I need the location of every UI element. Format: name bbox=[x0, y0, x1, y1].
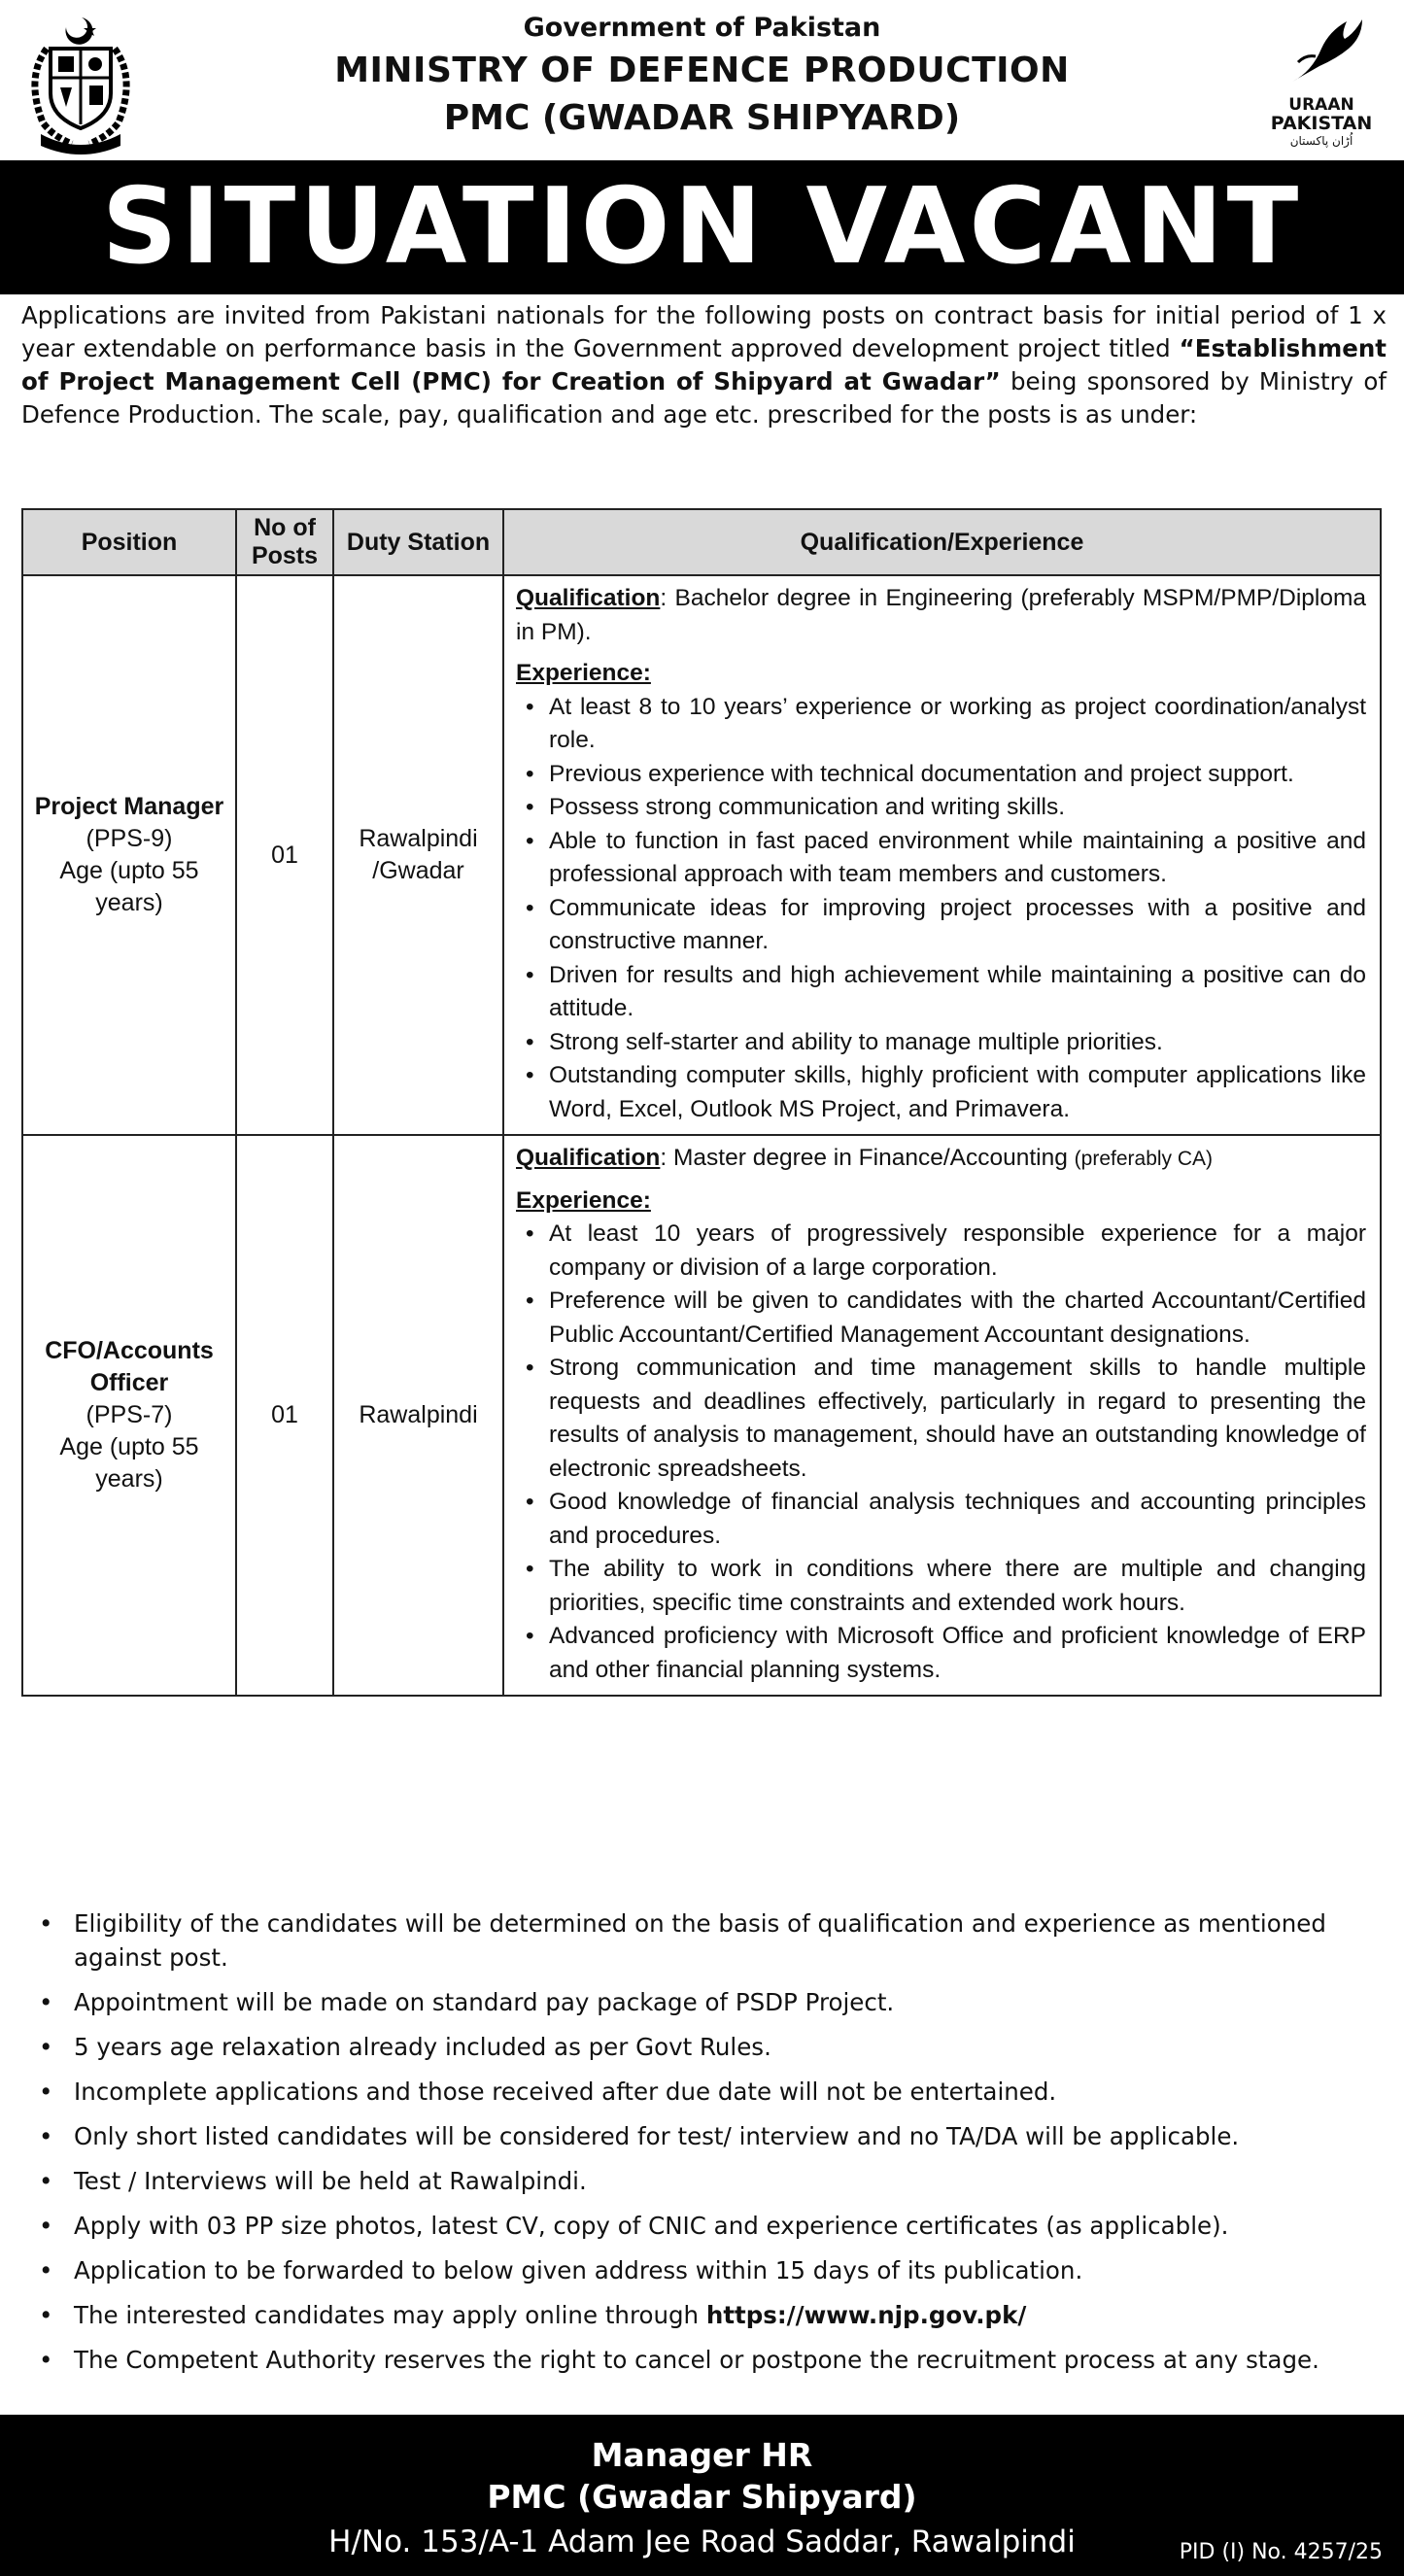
list-item: • Previous experience with technical documentation and project support. bbox=[516, 758, 1366, 792]
list-item: • Strong self-starter and ability to manage multiple priorities. bbox=[516, 1026, 1366, 1060]
uraan-urdu-text: اُڑان پاکستان bbox=[1289, 134, 1353, 148]
position-scale: (PPS-7) bbox=[86, 1401, 173, 1428]
posts-cell: 01 bbox=[237, 1136, 334, 1695]
header bbox=[0, 0, 1404, 160]
list-item: • Test / Interviews will be held at Rawalpindi. bbox=[39, 2164, 1365, 2198]
position-age: Age (upto 55 years) bbox=[59, 857, 199, 916]
position-cell bbox=[23, 1136, 237, 1695]
header-posts: No of Posts bbox=[237, 510, 334, 574]
table-row bbox=[23, 576, 1380, 1136]
header-qualification: Qualification/Experience bbox=[800, 528, 1084, 556]
position-age: Age (upto 55 years) bbox=[59, 1433, 199, 1493]
qualification-text: Master degree in Finance/Accounting bbox=[667, 1145, 1075, 1171]
qualification-text: Bachelor degree in Engineering (preferably MSPM/PMP/Diploma in PM). bbox=[516, 585, 1366, 645]
intro-text-start: Applications are invited from Pakistani nationals for the following posts on contract basis for initial period of 1 x year extendable on performance basis in the Government approved development project titled bbox=[21, 301, 1387, 362]
header-station: Duty Station bbox=[334, 510, 504, 574]
qualification-note: (preferably CA) bbox=[1074, 1148, 1214, 1170]
qualification-label: Qualification bbox=[516, 1145, 661, 1171]
list-item: • Appointment will be made on standard pay package of PSDP Project. bbox=[39, 1985, 1365, 2019]
list-item: • Application to be forwarded to below given address within 15 days of its publication. bbox=[39, 2253, 1365, 2287]
list-item: • Incomplete applications and those received after due date will not be entertained. bbox=[39, 2075, 1365, 2109]
experience-label: Experience: bbox=[516, 660, 651, 686]
experience-label: Experience: bbox=[516, 1186, 651, 1214]
list-item: • Good knowledge of financial analysis techniques and accounting principles and procedures. bbox=[516, 1486, 1366, 1553]
list-item: • Communicate ideas for improving project processes with a positive and constructive manner. bbox=[516, 892, 1366, 959]
list-item: • Able to function in fast paced environment while maintaining a positive and professional approach with team members and customers. bbox=[516, 825, 1366, 892]
intro-text-end: being sponsored by Ministry of Defence Production. The scale, pay, qualification and age etc. prescribed for the posts is as under: bbox=[21, 367, 1387, 429]
list-item: • The Competent Authority reserves the right to cancel or postpone the recruitment process at any stage. bbox=[39, 2343, 1365, 2377]
online-apply-text: The interested candidates may apply online through bbox=[74, 2301, 706, 2329]
situation-vacant-banner: SITUATION VACANT bbox=[0, 160, 1404, 294]
ministry-title: MINISTRY OF DEFENCE PRODUCTION bbox=[334, 51, 1070, 90]
uraan-text: URAAN bbox=[1288, 95, 1354, 115]
government-title: Government of Pakistan bbox=[523, 13, 881, 43]
intro-paragraph bbox=[21, 299, 1387, 431]
list-item bbox=[39, 2298, 1365, 2332]
table-row bbox=[23, 1136, 1380, 1695]
qualification-line: Qualification: Bachelor degree in Engineering (preferably MSPM/PMP/Diploma in PM). bbox=[516, 585, 1366, 645]
qualification-line: Qualification: Master degree in Finance/Accounting (preferably CA) bbox=[516, 1145, 1214, 1171]
list-item: • Possess strong communication and writing skills. bbox=[516, 791, 1366, 825]
list-item: • 5 years age relaxation already included as per Govt Rules. bbox=[39, 2030, 1365, 2064]
state-emblem-icon bbox=[17, 10, 144, 155]
position-name: Project Manager bbox=[34, 793, 224, 820]
footer-address-line: H/No. 153/A-1 Adam Jee Road Saddar, Rawalpindi bbox=[328, 2524, 1076, 2559]
pakistan-text: PAKISTAN bbox=[1270, 113, 1373, 134]
footer-address bbox=[0, 2415, 1404, 2576]
qualification-label: Qualification bbox=[516, 585, 661, 611]
njp-link[interactable]: https://www.njp.gov.pk/ bbox=[705, 2301, 1027, 2329]
list-item: • Strong communication and time management skills to handle multiple requests and deadlines effectively, particularly in regard to presenting the results of analysis to management, should have an outstanding knowledge of electronic spreadsheets. bbox=[516, 1352, 1366, 1486]
list-item: • Preference will be given to candidates with the charted Accountant/Certified Public Accountant/Certified Management Accountant designations. bbox=[516, 1285, 1366, 1352]
pid-number: PID (I) No. 4257/25 bbox=[1179, 2540, 1383, 2564]
header-position: Position bbox=[23, 510, 237, 574]
list-item: • Outstanding computer skills, highly proficient with computer applications like Word, Excel, Outlook MS Project, and Primavera. bbox=[516, 1059, 1366, 1126]
bird-icon bbox=[1253, 14, 1389, 91]
list-item: • Only short listed candidates will be considered for test/ interview and no TA/DA will be applicable. bbox=[39, 2119, 1365, 2153]
project-title: “Establishment of Project Management Cell (PMC) for Creation of Shipyard at Gwadar” bbox=[21, 334, 1387, 395]
experience-list bbox=[516, 691, 1366, 1127]
footer-contact-title: Manager HR bbox=[591, 2436, 813, 2474]
list-item: • The ability to work in conditions where there are multiple and changing priorities, specific time constraints and extended work hours. bbox=[516, 1553, 1366, 1620]
position-name: CFO/Accounts Officer bbox=[45, 1337, 214, 1396]
list-item: • At least 10 years of progressively responsible experience for a major company or division of a large corporation. bbox=[516, 1218, 1366, 1285]
table-header-row bbox=[23, 510, 1380, 576]
experience-list bbox=[516, 1218, 1366, 1687]
qualification-cell bbox=[504, 1136, 1380, 1695]
qualification-cell bbox=[504, 576, 1380, 1134]
station-cell: Rawalpindi /Gwadar bbox=[334, 576, 504, 1134]
posts-cell: 01 bbox=[237, 576, 334, 1134]
vacancy-table bbox=[21, 508, 1382, 1697]
position-cell bbox=[23, 576, 237, 1134]
list-item: • Advanced proficiency with Microsoft Office and proficient knowledge of ERP and other financial planning systems. bbox=[516, 1620, 1366, 1687]
pmc-title: PMC (GWADAR SHIPYARD) bbox=[443, 98, 961, 138]
list-item: • At least 8 to 10 years’ experience or working as project coordination/analyst role. bbox=[516, 691, 1366, 758]
terms-list bbox=[39, 1906, 1365, 2387]
footer-organization: PMC (Gwadar Shipyard) bbox=[487, 2478, 917, 2516]
station-cell: Rawalpindi bbox=[334, 1136, 504, 1695]
list-item: • Driven for results and high achievement while maintaining a positive can do attitude. bbox=[516, 959, 1366, 1026]
header-titles bbox=[155, 10, 1249, 142]
list-item: • Apply with 03 PP size photos, latest CV, copy of CNIC and experience certificates (as applicable). bbox=[39, 2209, 1365, 2243]
position-scale: (PPS-9) bbox=[86, 825, 173, 852]
list-item: • Eligibility of the candidates will be determined on the basis of qualification and experience as mentioned against post. bbox=[39, 1906, 1365, 1975]
uraan-pakistan-logo-icon bbox=[1253, 14, 1389, 159]
